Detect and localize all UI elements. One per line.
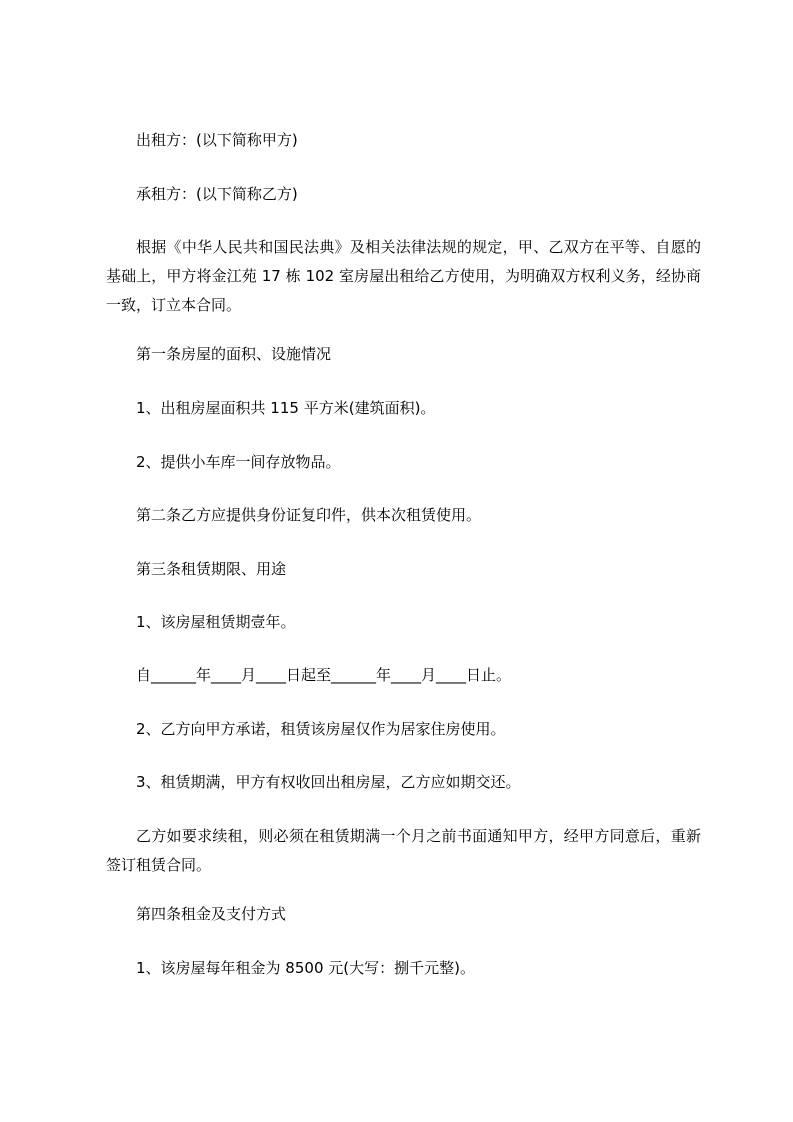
article1-item1: 1、出租房屋面积共 115 平方米(建筑面积)。	[136, 399, 436, 417]
preamble-paragraph: 根据《中华人民共和国民法典》及相关法律法规的规定，甲、乙双方在平等、自愿的基础上，甲方将金江苑 17 栋 102 室房屋出租给乙方使用，为明确双方权利义务，经协商一致，订立本合同。	[106, 238, 701, 314]
article2-text: 第二条乙方应提供身份证复印件，供本次租赁使用。	[136, 506, 482, 524]
article3-item2: 2、乙方向甲方承诺，租赁该房屋仅作为居家住房使用。	[136, 720, 506, 738]
article4-item1: 1、该房屋每年租金为 8500 元(大写：捌千元整)。	[136, 959, 475, 977]
renewal-paragraph: 乙方如要求续租，则必须在租赁期满一个月之前书面通知甲方，经甲方同意后，重新签订租赁合同。	[106, 827, 701, 874]
article3-period: 自______年____月____日起至______年____月____日止。	[136, 666, 512, 684]
lessor-line: 出租方：(以下简称甲方)	[136, 131, 298, 149]
article1-item2: 2、提供小车库一间存放物品。	[136, 453, 341, 471]
article3-title: 第三条租赁期限、用途	[136, 560, 287, 578]
article4-title: 第四条租金及支付方式	[136, 905, 287, 923]
article1-title: 第一条房屋的面积、设施情况	[136, 345, 332, 363]
lessee-line: 承租方：(以下简称乙方)	[136, 185, 298, 203]
article3-item1: 1、该房屋租赁期壹年。	[136, 613, 296, 631]
article3-item3: 3、租赁期满，甲方有权收回出租房屋，乙方应如期交还。	[136, 773, 521, 791]
